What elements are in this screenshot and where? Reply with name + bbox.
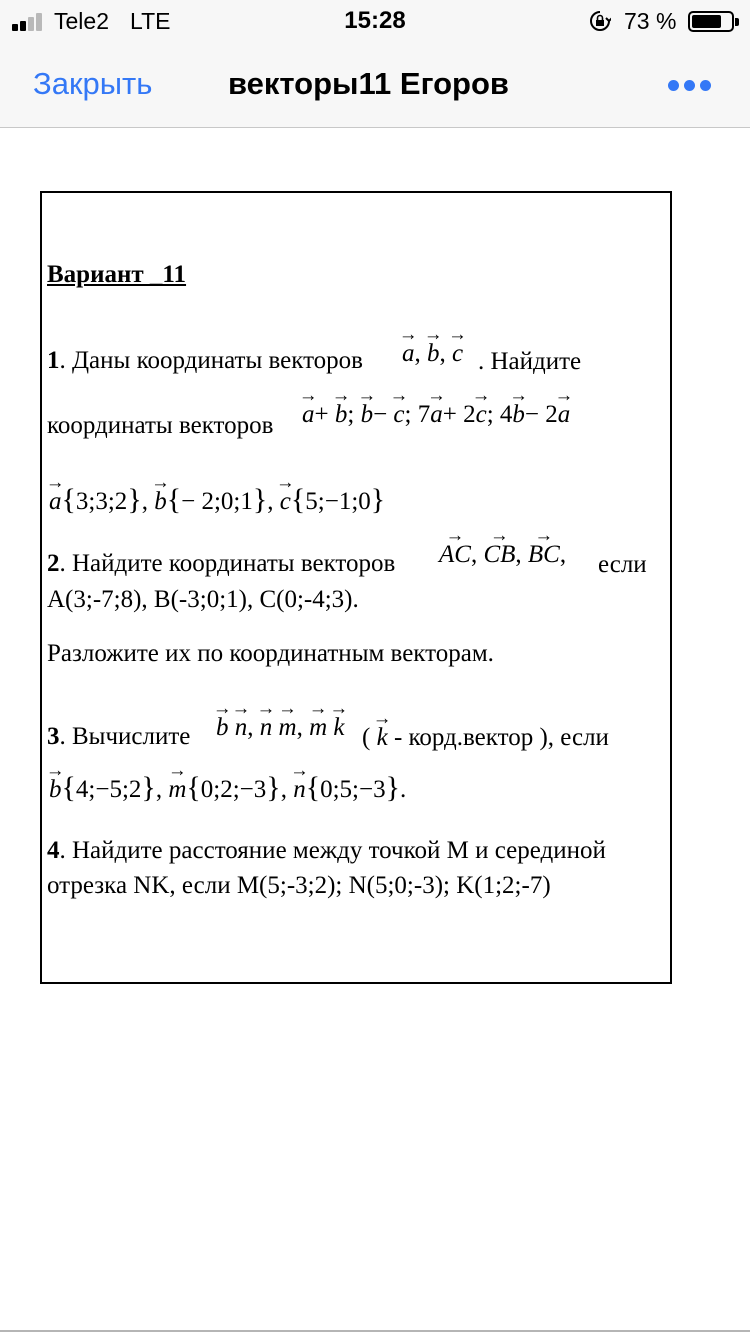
- task1-vectors: → a, → b, → c: [402, 341, 463, 366]
- battery-percent: 73 %: [624, 8, 677, 34]
- task1-expression: → a+ → b; → b− → c; 7→ a+ 2→ c; 4→ b− 2→ a: [302, 402, 570, 427]
- task1-number: 1: [47, 347, 60, 374]
- close-button[interactable]: Закрыть: [33, 66, 153, 101]
- clock: 15:28: [344, 7, 406, 34]
- bottom-divider: [0, 1330, 750, 1332]
- task1-coordinates: → a{3;3;2}, → b{− 2;0;1}, → c{5;−1;0}: [49, 485, 385, 515]
- task1-line2: координаты векторов: [47, 412, 274, 439]
- task2-line1-end: если: [598, 551, 647, 578]
- task2-number: 2: [47, 550, 60, 577]
- battery-icon: [688, 11, 734, 32]
- task3-number: 3: [47, 723, 60, 750]
- task3-paren: ( → k - корд.вектор ), если: [362, 725, 609, 750]
- nav-bar: [0, 42, 750, 128]
- battery-level: [692, 15, 721, 28]
- task3-line1: [47, 724, 190, 749]
- task2-line3: Разложите их по координатным векторам.: [47, 640, 494, 667]
- task2-text: . Найдите координаты векторов: [59, 550, 396, 577]
- document-page: [40, 191, 672, 984]
- task2-vectors: → AC, → CB, → BC,: [439, 542, 566, 567]
- task2-line1: [47, 551, 395, 576]
- task4-line2: отрезка NK, если M(5;-3;2); N(5;0;-3); K(1;2;-7): [47, 872, 551, 899]
- task1-line1-end: . Найдите: [478, 348, 582, 375]
- ellipsis-icon[interactable]: [668, 80, 712, 92]
- variant-heading: Вариант _11: [47, 261, 187, 288]
- task3-coordinates: → b{4;−5;2}, → m{0;2;−3}, → n{0;5;−3}.: [49, 773, 406, 803]
- task1-line1: [47, 348, 363, 373]
- task4-number: 4: [47, 837, 60, 864]
- document-title: векторы11 Егоров: [228, 66, 509, 101]
- status-bar: [0, 0, 750, 42]
- task2-line2: A(3;-7;8), B(-3;0;1), C(0;-4;3).: [47, 586, 359, 613]
- task1-text: . Даны координаты векторов: [59, 347, 363, 374]
- task4-text: . Найдите расстояние между точкой M и серединой: [59, 837, 606, 864]
- task3-expression: → b → n, → n → m, → m → k: [216, 715, 344, 740]
- task4-line1: [47, 838, 606, 863]
- network-type: LTE: [130, 8, 171, 34]
- rotation-lock-icon: [589, 10, 611, 32]
- carrier-name: Tele2: [54, 8, 109, 34]
- task3-text: . Вычислите: [59, 723, 191, 750]
